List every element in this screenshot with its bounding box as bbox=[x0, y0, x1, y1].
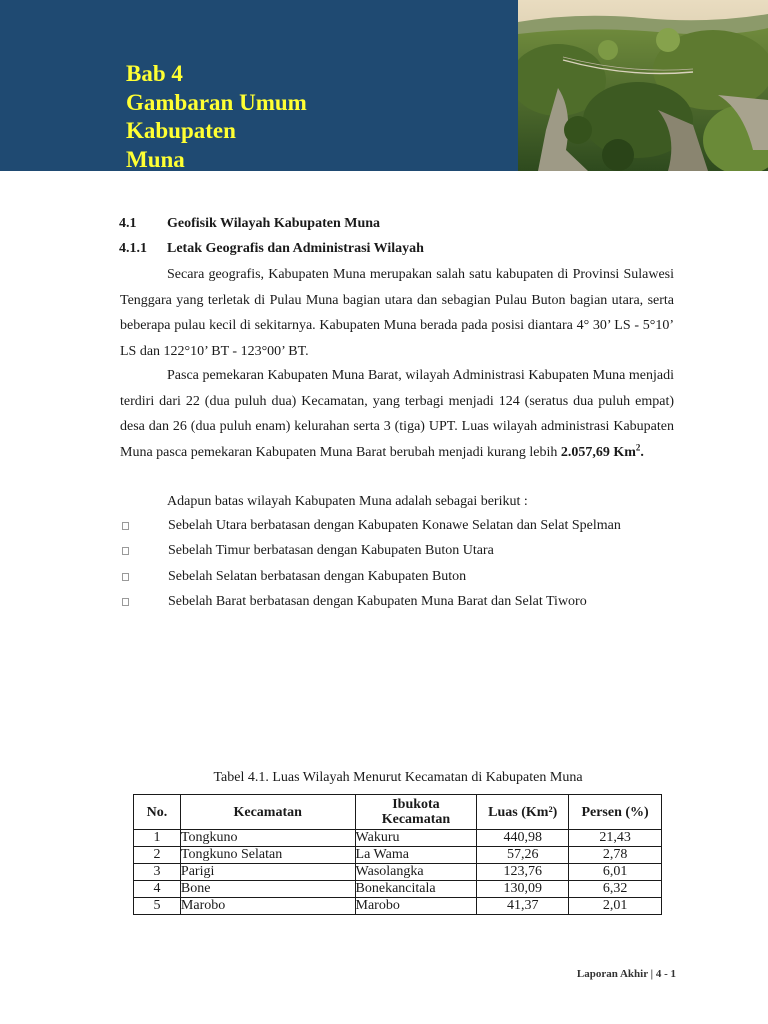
table-row: 2 Tongkuno Selatan La Wama 57,26 2,78 bbox=[134, 847, 662, 864]
table-header-row bbox=[134, 795, 662, 830]
subsection-title: Letak Geografis dan Administrasi Wilayah bbox=[167, 241, 424, 256]
area-total: 2.057,69 Km$^2$. bbox=[560, 441, 644, 460]
chapter-title-line: Kabupaten bbox=[126, 118, 236, 143]
paragraph-administration bbox=[120, 363, 674, 465]
paragraph-boundaries-intro: Adapun batas wilayah Kabupaten Muna adalah sebagai berikut : bbox=[167, 494, 528, 509]
landscape-photo bbox=[518, 0, 768, 171]
table-caption: Tabel 4.1. Luas Wilayah Menurut Kecamatan di Kabupaten Muna bbox=[213, 770, 583, 785]
checkbox-bullet-icon bbox=[122, 547, 129, 555]
table-row: 3 Parigi Wasolangka 123,76 6,01 bbox=[134, 864, 662, 881]
checkbox-bullet-icon bbox=[122, 598, 129, 606]
paragraph-administration-text: Pasca pemekaran Kabupaten Muna Barat, wilayah Administrasi Kabupaten Muna menjadi terdiri dari 22 (dua puluh dua) Kecamatan, yang terbagi menjadi 124 (seratus dua puluh empat) desa dan 26 (dua puluh enam) kelurahan serta 3 (tiga) UPT. Luas wilayah administrasi Kabupaten Muna pasca pemekaran Kabupaten Muna Barat berubah menjadi kurang lebih bbox=[120, 368, 674, 460]
chapter-title-line: Gambaran Umum bbox=[126, 89, 307, 115]
table-row: 1 Tongkuno Wakuru 440,98 21,43 bbox=[134, 830, 662, 847]
section-number: 4.1 bbox=[119, 216, 137, 231]
paragraph-location: Secara geografis, Kabupaten Muna merupakan salah satu kabupaten di Provinsi Sulawesi Tenggara yang terletak di Pulau Muna bagian utara dan sebagian Pulau Buton bagian utara, serta beberapa pulau kecil di sekitarnya. Kabupaten Muna berada pada posisi diantara 4° 30’ LS - 5°10’ LS dan 122°10’ BT - 123°00’ BT. bbox=[120, 267, 674, 359]
checkbox-bullet-icon bbox=[122, 573, 129, 581]
header-persen: Persen (%) bbox=[569, 795, 662, 830]
header-no: No. bbox=[134, 795, 181, 830]
table-row: 5 Marobo Marobo 41,37 2,01 bbox=[134, 898, 662, 915]
header-luas: Luas (Km²) bbox=[477, 795, 569, 830]
table-row: 4 Bone Bonekancitala 130,09 6,32 bbox=[134, 881, 662, 898]
chapter-title-line: Muna bbox=[126, 146, 185, 172]
section-title: Geofisik Wilayah Kabupaten Muna bbox=[167, 216, 381, 231]
page-footer: Laporan Akhir | 4 - 1 bbox=[576, 968, 676, 980]
subsection-number: 4.1.1 bbox=[119, 241, 147, 256]
header-ibukota: Ibukota Kecamatan bbox=[355, 795, 477, 830]
area-table bbox=[133, 794, 662, 915]
chapter-title bbox=[126, 60, 307, 174]
checkbox-bullet-icon bbox=[122, 522, 129, 530]
header-kecamatan: Kecamatan bbox=[180, 795, 355, 830]
chapter-title-line: Bab 4 bbox=[126, 61, 183, 86]
